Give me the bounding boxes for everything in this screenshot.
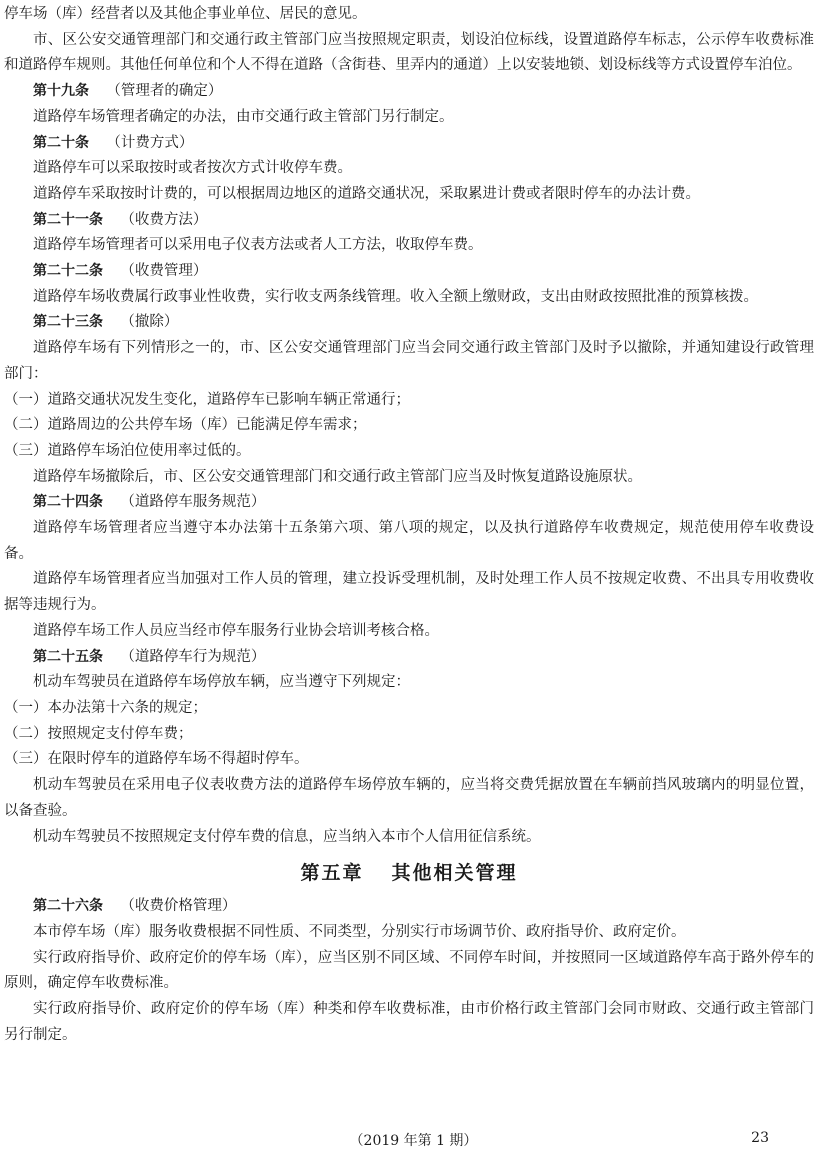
document-body	[4, 2, 814, 1048]
article-title: （收费价格管理）	[120, 898, 237, 915]
paragraph: 机动车驾驶员在道路停车场停放车辆，应当遵守下列规定：	[33, 674, 410, 691]
paragraph: 道路停车场撤除后，市、区公安交通管理部门和交通行政主管部门应当及时恢复道路设施原状。	[33, 468, 642, 485]
article-heading-25	[4, 645, 814, 671]
paragraph: 道路停车采取按时计费的，可以根据周边地区的道路交通状况，采取累进计费或者限时停车的办法计费。	[33, 185, 700, 202]
paragraph: 道路停车场管理者确定的办法，由市交通行政主管部门另行制定。	[33, 108, 454, 125]
article-title: （道路停车行为规范）	[120, 648, 266, 665]
paragraph: 道路停车场管理者应当加强对工作人员的管理，建立投诉受理机制，及时处理工作人员不按规定收费、不出具专用收费收据等违规行为。	[4, 571, 814, 614]
paragraph: 停车场（库）经营者以及其他企事业单位、居民的意见。	[4, 6, 367, 22]
article-number: 第二十条	[33, 134, 89, 151]
article-number: 第二十三条	[33, 314, 103, 331]
article-number: 第二十二条	[33, 263, 103, 280]
issue-label: （2019 年第 1 期）	[349, 1133, 478, 1149]
article-heading-22	[4, 259, 814, 285]
article-heading-23	[4, 310, 814, 336]
article-title: （收费方法）	[120, 211, 208, 228]
list-item: （一）本办法第十六条的规定；	[4, 699, 207, 716]
article-title: （撤除）	[120, 314, 179, 331]
article-number: 第十九条	[33, 83, 89, 100]
chapter-number: 第五章	[300, 862, 364, 885]
paragraph: 本市停车场（库）服务收费根据不同性质、不同类型，分别实行市场调节价、政府指导价、政府定价。	[33, 923, 686, 940]
paragraph: 实行政府指导价、政府定价的停车场（库）种类和停车收费标准，由市价格行政主管部门会同市财政、交通行政主管部门另行制定。	[4, 1001, 814, 1043]
paragraph: 实行政府指导价、政府定价的停车场（库），应当区别不同区域、不同停车时间，并按照同一区域道路停车高于路外停车的原则，确定停车收费标准。	[4, 949, 814, 992]
article-title: （管理者的确定）	[106, 83, 223, 100]
paragraph: 机动车驾驶员不按照规定支付停车费的信息，应当纳入本市个人信用征信系统。	[33, 828, 541, 845]
paragraph: 道路停车场管理者应当遵守本办法第十五条第六项、第八项的规定，以及执行道路停车收费规定，规范使用停车收费设备。	[4, 520, 814, 562]
list-item: （二）道路周边的公共停车场（库）已能满足停车需求；	[4, 417, 367, 434]
list-item: （三）在限时停车的道路停车场不得超时停车。	[4, 751, 309, 768]
article-heading-19	[4, 79, 814, 105]
paragraph: 道路停车场管理者可以采用电子仪表方法或者人工方法，收取停车费。	[33, 237, 483, 254]
article-number: 第二十四条	[33, 494, 103, 511]
article-title: （道路停车服务规范）	[120, 494, 266, 511]
article-number: 第二十六条	[33, 898, 103, 915]
paragraph: 道路停车场工作人员应当经市停车服务行业协会培训考核合格。	[33, 622, 439, 639]
article-number: 第二十五条	[33, 648, 103, 665]
page-footer	[0, 1130, 827, 1152]
list-item: （一）道路交通状况发生变化，道路停车已影响车辆正常通行；	[4, 391, 410, 408]
article-title: （收费管理）	[120, 263, 208, 280]
list-item: （三）道路停车场泊位使用率过低的。	[4, 442, 251, 459]
list-item: （二）按照规定支付停车费；	[4, 725, 193, 742]
chapter-title: 其他相关管理	[391, 862, 518, 885]
paragraph: 机动车驾驶员在采用电子仪表收费方法的道路停车场停放车辆的，应当将交费凭据放置在车辆前挡风玻璃内的明显位置，以备查验。	[4, 777, 814, 819]
paragraph: 道路停车场收费属行政事业性收费，实行收支两条线管理。收入全额上缴财政，支出由财政按照批准的预算核拨。	[33, 288, 758, 305]
chapter-heading	[4, 858, 814, 888]
article-title: （计费方式）	[106, 134, 194, 151]
article-number: 第二十一条	[33, 211, 103, 228]
article-heading-21	[4, 208, 814, 234]
article-heading-24	[4, 490, 814, 516]
paragraph: 道路停车场有下列情形之一的，市、区公安交通管理部门应当会同交通行政主管部门及时予以撤除，并通知建设行政管理部门：	[4, 340, 814, 382]
article-heading-20	[4, 131, 814, 157]
page-number: 23	[751, 1130, 769, 1146]
article-heading-26	[4, 894, 814, 920]
paragraph: 市、区公安交通管理部门和交通行政主管部门应当按照规定职责，划设泊位标线，设置道路停车标志，公示停车收费标准和道路停车规则。其他任何单位和个人不得在道路（含街巷、里弄内的通道）上以安装地锁、划设标线等方式设置停车泊位。	[4, 31, 814, 74]
paragraph: 道路停车可以采取按时或者按次方式计收停车费。	[33, 160, 352, 177]
